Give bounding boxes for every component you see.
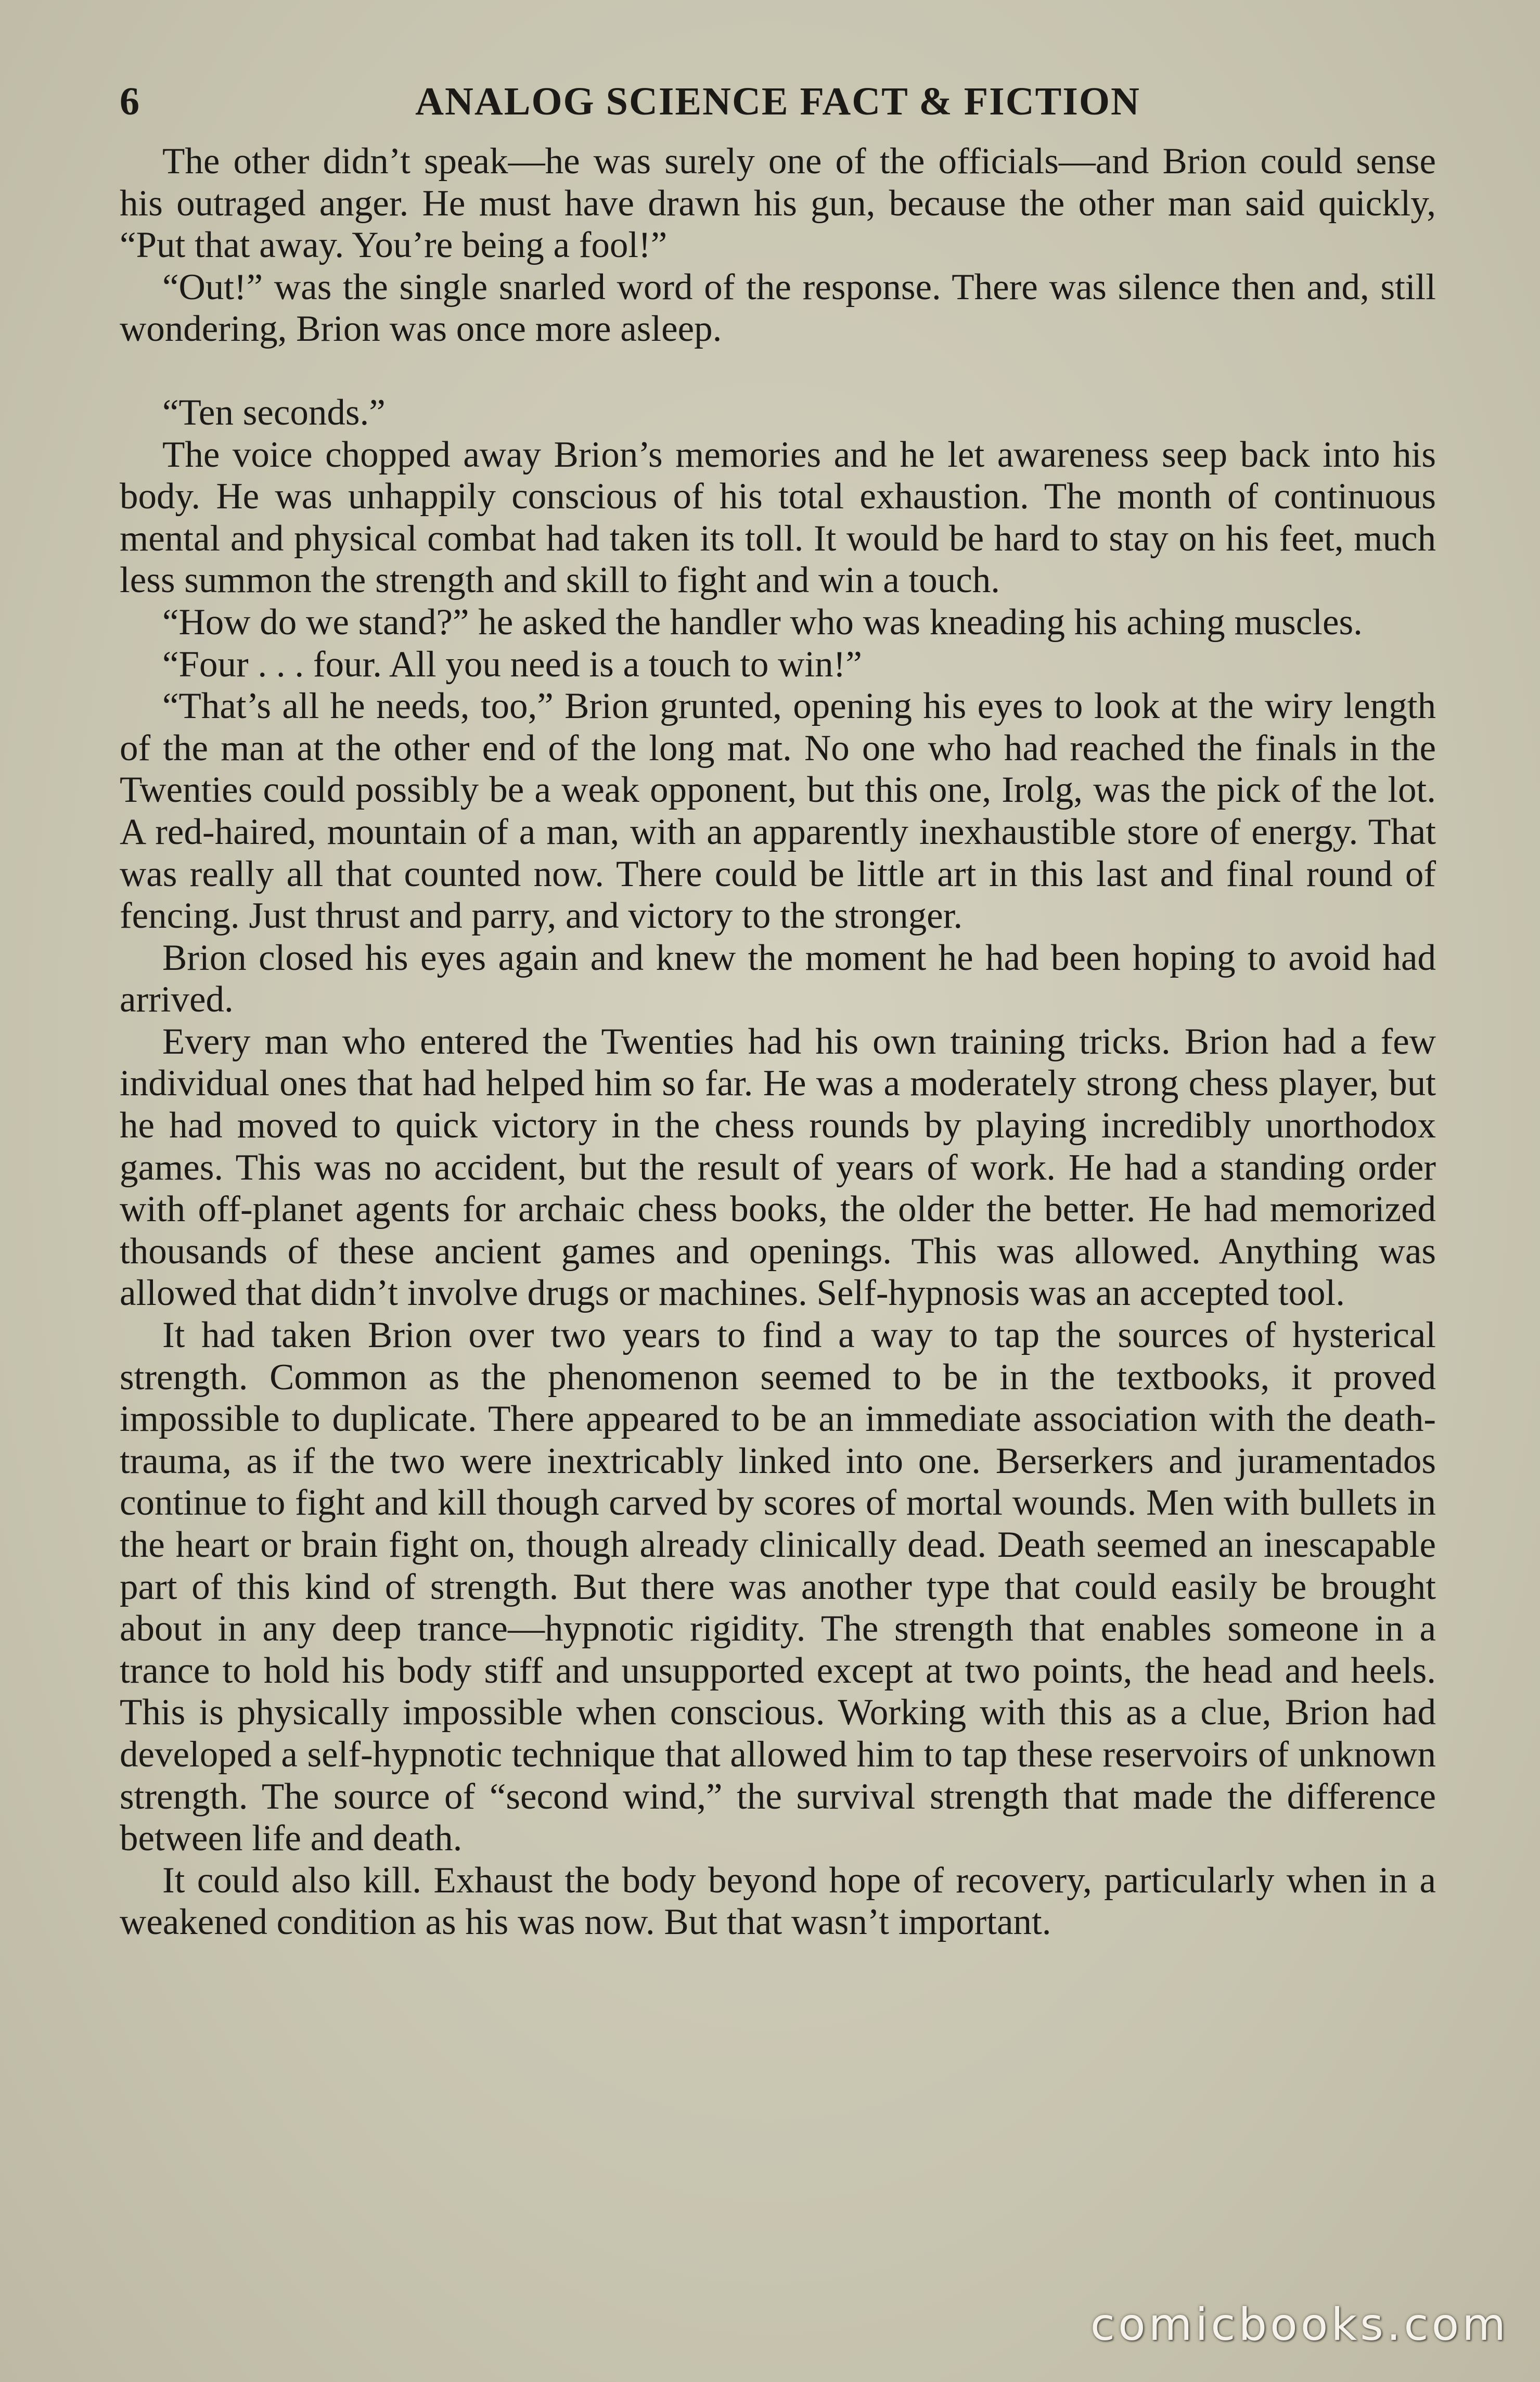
paragraph: Every man who entered the Twenties had his own training tricks. Brion had a few individual ones that had helped him so far. He was a moderately strong chess player, but he had moved to quick victory in the chess rounds by playing incredibly unorthodox games. This was no accident, but the result of years of work. He had a standing order with off-planet agents for archaic chess books, the older the better. He had memorized thousands of these ancient games and openings. This was allowed. Anything was allowed that didn’t involve drugs or machines. Self-hypnosis was an accepted tool. <box>120 1021 1436 1314</box>
paragraph: The other didn’t speak—he was surely one of the officials—and Brion could sense his outraged anger. He must have drawn his gun, because the other man said quickly, “Put that away. You’re being a fool!” <box>120 141 1436 266</box>
paragraph: “That’s all he needs, too,” Brion grunted, opening his eyes to look at the wiry length of the man at the other end of the long mat. No one who had reached the finals in the Twenties could possibly be a weak opponent, but this one, Irolg, was the pick of the lot. A red-haired, mountain of a man, with an apparently inexhaustible store of energy. That was really all that counted now. There could be little art in this last and final round of fencing. Just thrust and parry, and victory to the stronger. <box>120 686 1436 937</box>
paragraph: “Ten seconds.” <box>162 392 386 433</box>
paragraph: It had taken Brion over two years to find a way to tap the sources of hysterical strength. Common as the phenomenon seemed to be in the textbooks, it proved impossible to duplicate. There appeared to be an immediate association with the death-trauma, as if the two were inextricably linked into one. Berserkers and juramentados continue to fight and kill though carved by scores of mortal wounds. Men with bullets in the heart or brain fight on, though already clinically dead. Death seemed an inescapable part of this kind of strength. But there was another type that could easily be brought about in any deep trance—hypnotic rigidity. The strength that enables someone in a trance to hold his body stiff and unsupported except at two points, the head and heels. This is physically impossible when conscious. Working with this as a clue, Brion had developed a self-hypnotic technique that allowed him to tap these reservoirs of unknown strength. The source of “second wind,” the survival strength that made the difference between life and death. <box>120 1315 1436 1859</box>
paragraph: It could also kill. Exhaust the body beyond hope of recovery, particularly when in a weakened condition as his was now. But that wasn’t important. <box>120 1860 1436 1943</box>
paragraph: “How do we stand?” he asked the handler who was kneading his aching muscles. <box>162 601 1363 643</box>
paragraph: “Four . . . four. All you need is a touch to win!” <box>162 644 862 685</box>
body-text <box>120 140 1436 1943</box>
paragraph: Brion closed his eyes again and knew the moment he had been hoping to avoid had arrived. <box>120 937 1436 1020</box>
running-head: ANALOG SCIENCE FACT & FICTION <box>415 80 1140 123</box>
page-header <box>120 73 1436 130</box>
watermark: comicbooks.com <box>1090 2299 1509 2351</box>
paragraph: “Out!” was the single snarled word of the response. There was silence then and, still wondering, Brion was once more asleep. <box>120 266 1436 350</box>
paragraph: The voice chopped away Brion’s memories and he let awareness seep back into his body. He was unhappily conscious of his total exhaustion. The month of continuous mental and physical combat had taken its toll. It would be hard to stay on his feet, much less summon the strength and skill to fight and win a touch. <box>120 434 1436 601</box>
page-number: 6 <box>120 80 139 123</box>
